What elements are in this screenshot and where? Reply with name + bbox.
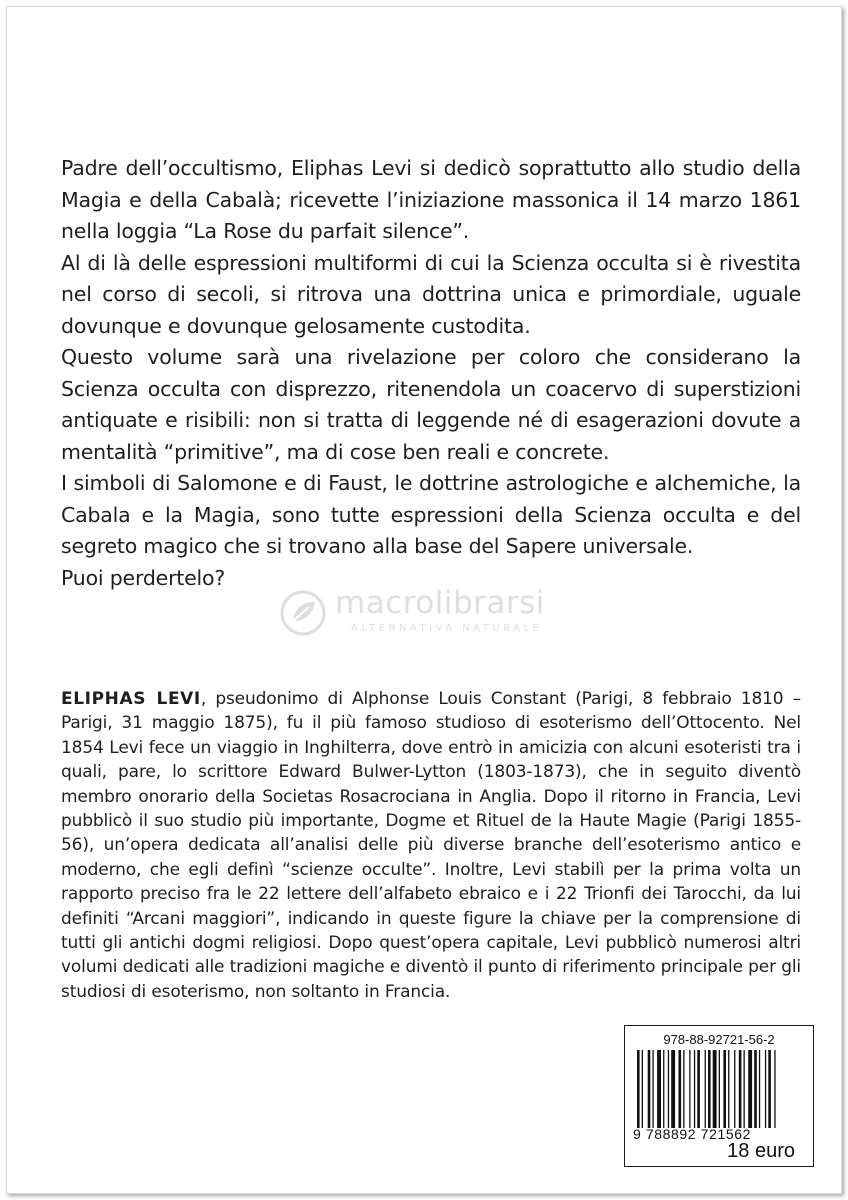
barcode-bar [754,1050,757,1128]
watermark-tagline: ALTERNATIVA NATURALE [351,623,543,634]
barcode-bar [663,1050,664,1128]
blurb-paragraph-1: Padre dell’occultismo, Eliphas Levi si dedicò soprattutto allo studio della Magia e della Cabalà; ricevette l’iniziazione massonica il 14 marzo 1861 nella loggia “La Rose du parfait silence”. [61,156,801,243]
barcode-bar [739,1050,742,1128]
barcode [637,1050,801,1128]
watermark [279,585,589,645]
barcode-bar [713,1050,717,1128]
barcode-bar [679,1050,682,1128]
isbn-number: 978-88-92721-56-2 [663,1032,775,1047]
ean-number: 9 788892 721562 [633,1126,751,1142]
blurb-text [61,153,801,594]
barcode-box [624,1025,814,1167]
barcode-bar [668,1050,669,1128]
blurb-paragraph-2: Al di là delle espressioni multiformi di cui la Scienza occulta si è rivestita nel corso di secoli, si ritrova una dottrina unica e primordiale, uguale dovunque e dovunque gelosamente custodita. [61,250,801,338]
barcode-bar [708,1050,711,1128]
barcode-bar [774,1050,775,1128]
barcode-bar [719,1050,720,1128]
barcode-bar [734,1050,735,1128]
barcode-bar [694,1050,695,1128]
barcode-bar [689,1050,690,1128]
blurb-paragraph-5: Puoi perdertelo? [61,565,226,590]
barcode-bar [728,1050,729,1128]
barcode-bar [748,1050,752,1128]
barcode-bar [683,1050,684,1128]
barcode-bar [652,1050,653,1128]
barcode-bar [765,1050,766,1128]
blurb-paragraph-4: I simboli di Salomone e di Faust, le dottrine astrologiche e alchemiche, la Cabala e la Magia, sono tutte espressioni della Scienza occulta e del segreto magico che si trovano alla base del Sapere universale. [61,471,801,558]
leaf-logo-icon [279,589,327,637]
barcode-bar [759,1050,760,1128]
author-name: ELIPHAS LEVI [61,689,201,709]
barcode-bar [768,1050,771,1128]
barcode-bar [642,1050,643,1128]
author-bio [61,687,801,1004]
barcode-bar [697,1050,700,1128]
watermark-name: macrolibrarsi [335,585,545,621]
barcode-bar [637,1050,640,1128]
barcode-bar [671,1050,675,1128]
bio-text: , pseudonimo di Alphonse Louis Constant (Parigi, 8 febbraio 1810 – Parigi, 31 maggio 1875), fu il più famoso studioso di esoterismo dell’Ottocento. Nel 1854 Levi fece un viaggio in Inghilterra, dove entrò in amicizia con alcuni esoteristi tra i quali, pare, lo scrittore Edward Bulwer-Lytton (1803-1873), che in seguito diventò membro onorario della Societas Rosacrociana in Anglia. Dopo il ritorno in Francia, Levi pubblicò il suo studio più importante, Dogme et Rituel de la Haute Magie (Parigi 1855-56), un’opera dedicata all’analisi delle più diverse branche dell’esoterismo antico e moderno, che egli definì “scienze occulte”. Inoltre, Levi stabilì per la prima volta un rapporto preciso fra le 22 lettere dell’alfabeto ebraico e i 22 Trionfi dei Tarocchi, da lui definiti “Arcani maggiori”, indicando in queste figure la chiave per la comprensione di tutti gli antichi dogmi religiosi. Dopo quest’opera capitale, Levi pubblicò numerosi altri volumi dedicati alle tradizioni magiche e diventò il punto di riferimento principale per gli studiosi di esoterismo, non soltanto in Francia. [61,689,802,1002]
barcode-bar [657,1050,661,1128]
back-cover [6,6,842,1194]
barcode-bar [744,1050,745,1128]
barcode-bar [705,1050,706,1128]
barcode-bar [648,1050,651,1128]
blurb-paragraph-3: Questo volume sarà una rivelazione per coloro che considerano la Scienza occulta con disprezzo, ritenendola un coacervo di superstizioni antiquate e risibili: non si tratta di leggende né di esagerazioni dovute a mentalità “primitive”, ma di cose ben reali e concrete. [61,345,801,464]
bio-paragraph [61,687,801,1004]
price-label: 18 euro [727,1140,795,1162]
barcode-bar [723,1050,726,1128]
